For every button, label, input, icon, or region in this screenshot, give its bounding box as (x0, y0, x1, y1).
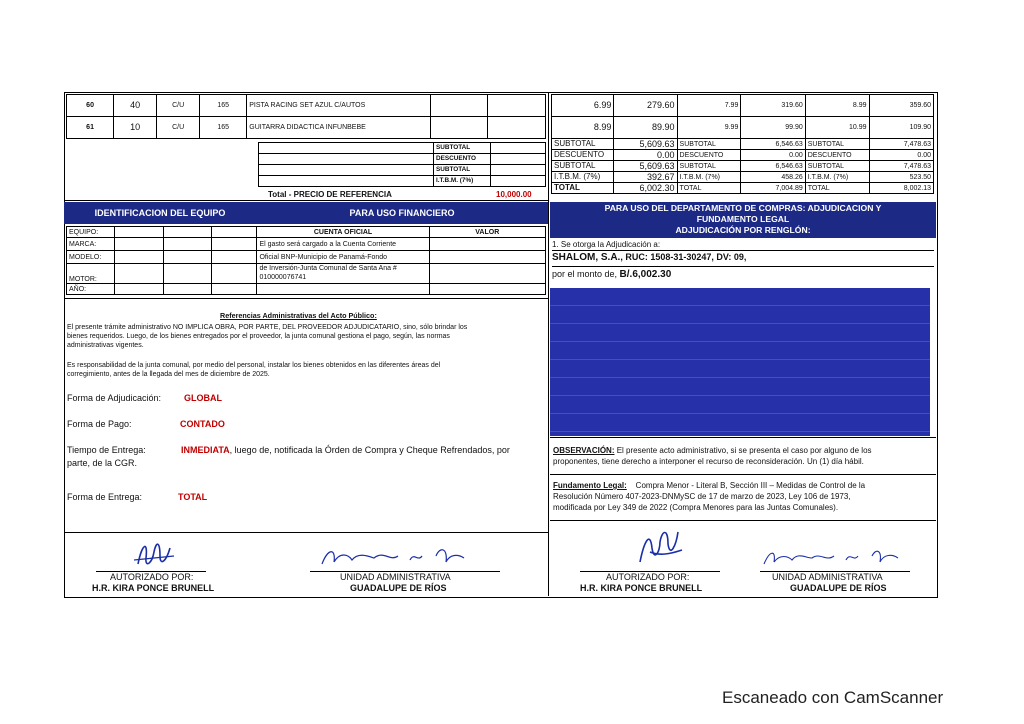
signature-kira-right (630, 522, 686, 570)
q3-total: 109.90 (869, 117, 933, 139)
camscanner-watermark: Escaneado con CamScanner (722, 688, 944, 707)
cuenta-line: Oficial BNP-Municipio de Panamá-Fondo (257, 251, 429, 264)
entrega-label: Forma de Entrega: (67, 492, 143, 502)
cuenta-oficial-header: CUENTA OFICIAL (257, 227, 429, 238)
adjudicacion-line: 1. Se otorga la Adjudicación a: (552, 240, 934, 251)
financiero-header: PARA USO FINANCIERO (256, 202, 548, 224)
subtotal2-label: SUBTOTAL (434, 165, 491, 176)
descuento-label: DESCUENTO (434, 154, 491, 165)
item-qty: 10 (114, 117, 157, 139)
equipo-table (66, 226, 546, 295)
tiempo-text: INMEDIATA, luego de, notificada la Órden de Compra y Cheque Refrendados, por (181, 445, 510, 455)
autorizado-label-right: AUTORIZADO POR: (606, 572, 690, 582)
company-name: SHALOM, S.A. (552, 252, 621, 263)
adjudicacion-value: GLOBAL (184, 393, 222, 403)
unidad-name-left: GUADALUPE DE RÍOS (350, 583, 447, 593)
fundamento-label: Fundamento Legal: (553, 481, 627, 490)
entrega-value: TOTAL (178, 492, 208, 502)
total-reference-label: Total - PRECIO DE REFERENCIA (268, 190, 392, 199)
tiempo-text-2: parte, de la CGR. (67, 458, 138, 468)
item-unit: C/U (157, 95, 200, 117)
q2-total: 99.90 (741, 117, 805, 139)
equipo-row-label: AÑO: (67, 284, 115, 295)
signature-guadalupe (318, 542, 468, 572)
q3-price: 10.99 (805, 117, 869, 139)
monto-line: por el monto de, B/.6,002.30 (552, 269, 672, 280)
q3-total: 359.60 (869, 95, 933, 117)
table-row (67, 117, 546, 139)
signature-kira (130, 534, 180, 574)
company-line: SHALOM, S.A., RUC: 1508-31-30247, DV: 09, (552, 252, 934, 267)
equipo-row-label: EQUIPO: (67, 227, 115, 238)
unidad-label-left: UNIDAD ADMINISTRATIVA (340, 572, 451, 582)
q1-total-value: 6,002.30 (614, 183, 677, 194)
signature-guadalupe-right (760, 544, 900, 570)
q3-price: 8.99 (805, 95, 869, 117)
referencias-title: Referencias Administrativas del Acto Público: (220, 311, 377, 320)
quotes-table: 6.99 279.60 7.99 319.60 8.99 359.60 8.99 89.90 9.99 99.90 10.99 109.90 SUBTOTAL 5,609.63 SUBTOTAL 6,546.63 SUBTOTAL 7,478.63 DESCUENTO 0.00 DESCUENTO 0.00 DESCUENTO 0.00 SUBTOTAL 5,609.63 SUBTOTAL 6,546.63 SUBTOTAL 7,478.63 I.T.B.M. (7%) 392.67 I.T.B.M. (7%) 458.26 I.T.B.M. (7%) 523.50 TOTAL 6,002.30 TOTAL 7,004.89 TOTAL 8,002.13 (551, 94, 934, 194)
equipo-row-label: MOTOR: (67, 264, 115, 284)
unidad-name-right: GUADALUPE DE RÍOS (790, 583, 887, 593)
observacion-label: OBSERVACIÓN: (553, 446, 615, 455)
blue-redacted-block (550, 288, 930, 436)
item-number: 60 (67, 95, 114, 117)
total-reference-value: 10,000.00 (496, 190, 532, 199)
referencias-paragraph-1: El presente trámite administrativo NO IMPLICA OBRA, POR PARTE, DEL PROVEEDOR ADJUDICATARIO, sino, sólo brindar los bienes requeridos. Luego, de los bienes entregados por el proveedor, la junta comunal gestiona el pago, según, las normas administrativas vigentes. (67, 324, 468, 349)
unidad-label-right: UNIDAD ADMINISTRATIVA (772, 572, 883, 582)
item-qty: 40 (114, 95, 157, 117)
q2-price: 9.99 (677, 117, 741, 139)
item-code: 165 (200, 95, 247, 117)
monto-value: B/.6,002.30 (619, 269, 672, 280)
equipo-row-label: MODELO: (67, 251, 115, 264)
q1-total: 279.60 (614, 95, 677, 117)
autorizado-label-left: AUTORIZADO POR: (110, 572, 194, 582)
referencias-paragraph-2: Es responsabilidad de la junta comunal, por medio del personal, instalar los bienes obtenidos en las diferentes áreas del corregimiento, antes de la llegada del mes de diciembre de 2025. (67, 362, 441, 378)
pago-label: Forma de Pago: (67, 419, 132, 429)
pago-value: CONTADO (180, 419, 225, 429)
fundamento-text: Fundamento Legal: Compra Menor - Literal B, Sección III – Medidas de Control de la Resolución Número 407-2023-DNMySC de 17 de marzo de 2023, Ley 106 de 1973, modificada por Ley 349 de 2022 (Compra Menores para las Juntas Comunales). (553, 481, 866, 512)
equipo-header: IDENTIFICACION DEL EQUIPO (64, 202, 256, 224)
compras-header: PARA USO DEL DEPARTAMENTO DE COMPRAS: ADJUDICACION Y FUNDAMENTO LEGAL ADJUDICACIÓN POR RENGLÓN: (550, 202, 936, 238)
subtotal-label: SUBTOTAL (434, 143, 491, 154)
autorizado-name-left: H.R. KIRA PONCE BRUNELL (92, 583, 215, 593)
item-number: 61 (67, 117, 114, 139)
tiempo-label: Tiempo de Entrega: (67, 445, 146, 455)
observacion-text: OBSERVACIÓN: El presente acto administrativo, si se presenta el caso por alguno de los proponentes, tiene derecho a interponer el recurso de reconsideración. Un (1) día hábil. (553, 446, 872, 466)
q1-price: 6.99 (552, 95, 614, 117)
item-description: GUITARRA DIDACTICA INFUNBEBE (247, 117, 430, 139)
items-table-left (66, 94, 546, 139)
q2-price: 7.99 (677, 95, 741, 117)
table-row (67, 95, 546, 117)
cuenta-line: de Inversión-Junta Comunal de Santa Ana # 010000076741 (257, 264, 429, 284)
cuenta-line: El gasto será cargado a la Cuenta Corriente (257, 238, 429, 251)
q1-price: 8.99 (552, 117, 614, 139)
adjudicacion-label: Forma de Adjudicación: (67, 393, 162, 403)
q2-total: 319.60 (741, 95, 805, 117)
itbm-label: I.T.B.M. (7%) (434, 176, 491, 187)
left-totals-table (258, 142, 546, 187)
item-unit: C/U (157, 117, 200, 139)
autorizado-name-right: H.R. KIRA PONCE BRUNELL (580, 583, 703, 593)
tiempo-value: INMEDIATA (181, 445, 230, 455)
q1-total-label: TOTAL (552, 183, 614, 194)
equipo-row-label: MARCA: (67, 238, 115, 251)
item-code: 165 (200, 117, 247, 139)
item-description: PISTA RACING SET AZUL C/AUTOS (247, 95, 430, 117)
q1-total: 89.90 (614, 117, 677, 139)
valor-header: VALOR (429, 227, 545, 238)
